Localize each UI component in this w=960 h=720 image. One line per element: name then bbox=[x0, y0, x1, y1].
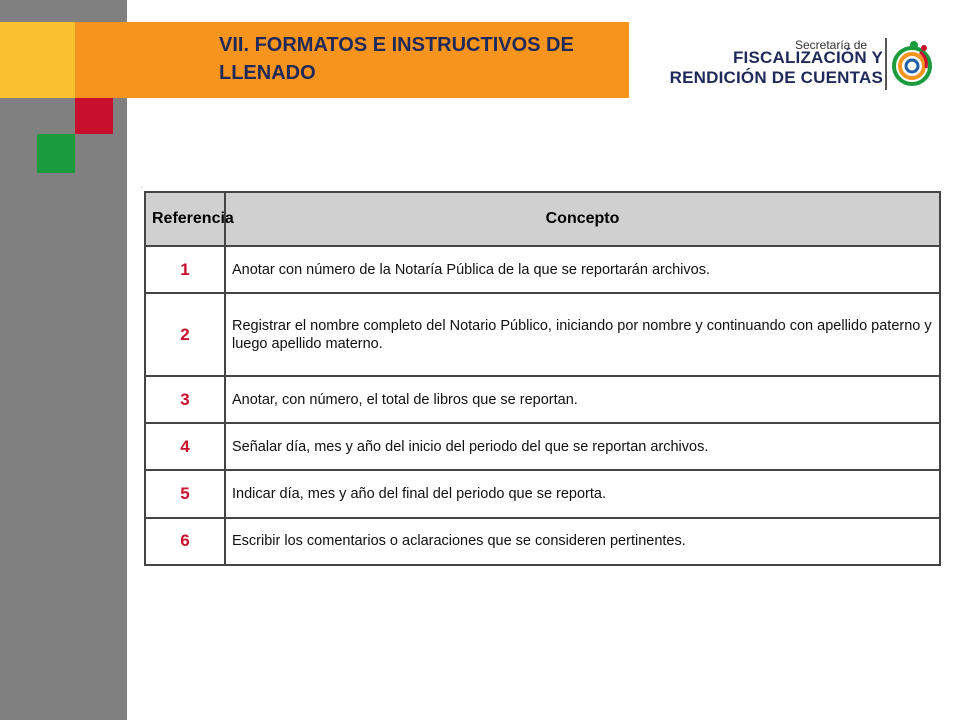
decor-square-yellow bbox=[0, 22, 75, 98]
concept-text: Indicar día, mes y año del final del periodo que se reporta. bbox=[225, 470, 940, 517]
reference-number: 2 bbox=[145, 293, 225, 376]
concept-text: Registrar el nombre completo del Notario Público, iniciando por nombre y continuando con apellido paterno y luego apellido materno. bbox=[225, 293, 940, 376]
decor-square-red bbox=[75, 98, 113, 134]
table-row bbox=[145, 470, 940, 517]
reference-number: 1 bbox=[145, 246, 225, 293]
table-header-row bbox=[145, 192, 940, 246]
table-row bbox=[145, 423, 940, 470]
reference-table bbox=[144, 191, 941, 566]
reference-table-container bbox=[140, 183, 939, 566]
logo-line-2: RENDICIÓN DE CUENTAS bbox=[669, 68, 883, 87]
logo-divider bbox=[885, 38, 887, 90]
concept-text: Anotar con número de la Notaría Pública de la que se reportarán archivos. bbox=[225, 246, 940, 293]
secretaria-logo bbox=[645, 30, 945, 96]
table-row bbox=[145, 293, 940, 376]
concept-text: Señalar día, mes y año del inicio del periodo del que se reportan archivos. bbox=[225, 423, 940, 470]
title-banner bbox=[75, 22, 629, 98]
column-header-concepto: Concepto bbox=[225, 192, 940, 246]
table-row bbox=[145, 246, 940, 293]
table-row bbox=[145, 518, 940, 565]
concept-text: Escribir los comentarios o aclaraciones que se consideren pertinentes. bbox=[225, 518, 940, 565]
reference-number: 4 bbox=[145, 423, 225, 470]
reference-number: 5 bbox=[145, 470, 225, 517]
logo-line-1: FISCALIZACIÓN Y bbox=[732, 48, 883, 67]
table-row bbox=[145, 376, 940, 423]
logo-emblem-icon bbox=[890, 38, 938, 88]
page-title: VII. FORMATOS E INSTRUCTIVOS DE LLENADO bbox=[219, 34, 574, 84]
reference-number: 6 bbox=[145, 518, 225, 565]
column-header-referencia: Referencia bbox=[145, 192, 225, 246]
decor-square-green bbox=[37, 134, 75, 173]
corner-mark: · bbox=[140, 183, 143, 192]
reference-number: 3 bbox=[145, 376, 225, 423]
concept-text: Anotar, con número, el total de libros que se reportan. bbox=[225, 376, 940, 423]
logo-small-text: Secretaría de bbox=[795, 38, 868, 52]
